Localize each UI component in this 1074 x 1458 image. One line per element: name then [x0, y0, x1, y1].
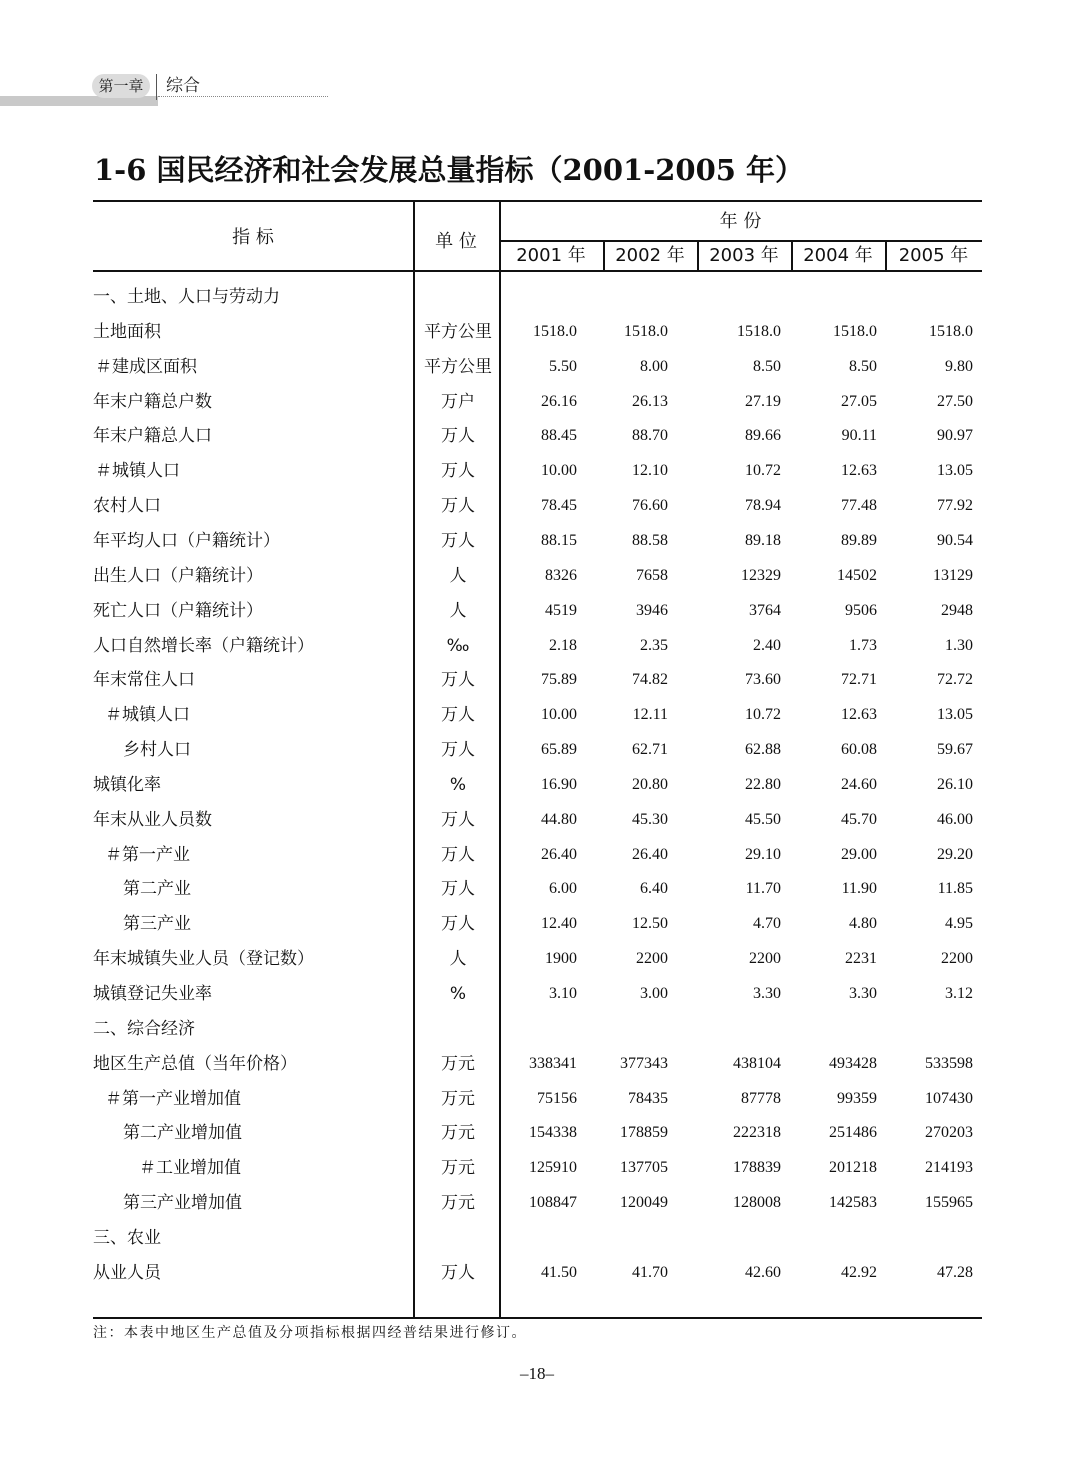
row-value-cell: 222318 [733, 1124, 781, 1142]
row-value-cell: 89.89 [841, 531, 877, 549]
row-indicator-name: 城镇登记失业率 [93, 984, 212, 1004]
row-indicator-name: 出生人口（户籍统计） [93, 565, 263, 586]
row-unit: 万元 [441, 1193, 475, 1214]
row-unit: 万元 [441, 1088, 475, 1109]
row-indicator-name: 第三产业增加值 [123, 1193, 242, 1214]
row-value-cell: 26.16 [541, 392, 577, 410]
row-value-cell: 10.72 [745, 706, 781, 724]
row-value-cell: 12.11 [632, 706, 668, 724]
row-value-cell: 13.05 [937, 706, 973, 724]
row-value-cell: 8.00 [640, 357, 668, 375]
row-value-cell: 178859 [620, 1124, 668, 1142]
row-value-cell: 7658 [636, 566, 668, 584]
row-value-cell: 12.50 [632, 915, 668, 933]
row-value-cell: 45.70 [841, 810, 877, 828]
row-value-cell: 338341 [529, 1054, 577, 1072]
row-value-cell: 12.63 [841, 706, 877, 724]
row-value-cell: 41.50 [541, 1263, 577, 1281]
table-row [93, 803, 982, 837]
row-unit: 人 [449, 949, 467, 970]
table-row [93, 524, 982, 558]
indicator-table [93, 200, 982, 1319]
table-row [93, 350, 982, 384]
row-unit: % [449, 984, 467, 1004]
row-unit: 万人 [441, 530, 475, 551]
row-value-cell: 120049 [620, 1194, 668, 1212]
row-indicator-name: ＃第一产业 [105, 844, 190, 865]
row-value-cell: 3.30 [753, 985, 781, 1002]
row-value-cell: 9506 [845, 601, 877, 619]
row-unit: 万人 [441, 426, 475, 447]
table-row [93, 1151, 982, 1185]
row-value-cell: 45.50 [745, 810, 781, 828]
section-label: 综合 [166, 76, 200, 96]
indicator-column-header: 指 标 [232, 227, 274, 248]
row-value-cell: 3.10 [549, 985, 577, 1002]
table-row [93, 733, 982, 767]
row-value-cell: 62.88 [745, 741, 781, 759]
row-value-cell: 438104 [733, 1054, 781, 1072]
row-value-cell: 29.10 [745, 845, 781, 863]
year-group-header: 年 份 [719, 211, 762, 232]
row-indicator-name: 人口自然增长率（户籍统计） [93, 635, 314, 656]
table-row [93, 977, 982, 1011]
row-value-cell: 74.82 [632, 671, 668, 689]
row-value-cell: 12.40 [541, 915, 577, 933]
row-value-cell: 60.08 [841, 741, 877, 759]
year-column-header: 2003 年 [709, 245, 779, 266]
row-unit: 万人 [441, 844, 475, 865]
row-unit: 万人 [441, 914, 475, 935]
table-row [93, 1082, 982, 1116]
row-value-cell: 4519 [545, 601, 577, 619]
row-indicator-name: 年末户籍总户数 [93, 391, 212, 412]
row-value-cell: 90.97 [937, 427, 973, 445]
row-unit: 万人 [441, 670, 475, 691]
table-row [93, 1047, 982, 1081]
row-value-cell: 76.60 [632, 497, 668, 515]
row-indicator-name: 地区生产总值（当年价格） [93, 1053, 297, 1074]
row-unit: 万人 [441, 705, 475, 726]
row-value-cell: 62.71 [632, 741, 668, 759]
row-value-cell: 11.85 [937, 880, 973, 898]
row-indicator-name: 年末户籍总人口 [93, 426, 212, 447]
year-column-header: 2005 年 [898, 245, 969, 266]
row-indicator-name: ＃城镇人口 [105, 705, 190, 726]
row-value-cell: 4.95 [945, 915, 973, 933]
row-unit: 万人 [441, 496, 475, 517]
row-value-cell: 12.10 [632, 462, 668, 480]
row-value-cell: 13129 [933, 566, 973, 584]
table-row [93, 629, 982, 663]
table-row [93, 942, 982, 976]
row-value-cell: 73.60 [745, 671, 781, 689]
table-row [93, 454, 982, 488]
row-value-cell: 26.10 [937, 775, 973, 793]
row-value-cell: 90.11 [841, 427, 877, 445]
row-value-cell: 14502 [837, 566, 877, 584]
row-unit: 人 [449, 600, 467, 621]
table-row [93, 1012, 982, 1046]
unit-column-header: 单 位 [435, 231, 477, 252]
table-row [93, 1221, 982, 1255]
row-value-cell: 9.80 [945, 357, 973, 375]
row-value-cell: 125910 [529, 1159, 577, 1177]
table-row [93, 1256, 982, 1290]
row-value-cell: 26.13 [632, 392, 668, 410]
row-value-cell: 10.00 [541, 706, 577, 724]
row-value-cell: 12.63 [841, 462, 877, 480]
row-indicator-name: 第三产业 [123, 914, 191, 935]
row-value-cell: 4.70 [753, 915, 781, 933]
row-value-cell: 4.80 [849, 915, 877, 933]
row-indicator-name: 年末城镇失业人员（登记数） [93, 949, 314, 970]
row-value-cell: 6.40 [640, 880, 668, 898]
row-value-cell: 154338 [529, 1124, 577, 1142]
row-unit: 平方公里 [424, 356, 492, 377]
row-value-cell: 107430 [925, 1089, 973, 1107]
row-value-cell: 137705 [620, 1159, 668, 1177]
table-row [93, 594, 982, 628]
row-unit: 万人 [441, 740, 475, 761]
row-value-cell: 59.67 [937, 741, 973, 759]
row-value-cell: 251486 [829, 1124, 877, 1142]
row-value-cell: 377343 [620, 1054, 668, 1072]
row-indicator-name: 一、土地、人口与劳动力 [93, 287, 280, 307]
row-value-cell: 270203 [925, 1124, 973, 1142]
row-value-cell: 3.30 [849, 985, 877, 1002]
row-value-cell: 90.54 [937, 531, 973, 549]
row-unit: 万户 [441, 391, 475, 412]
row-value-cell: 1518.0 [737, 322, 781, 340]
row-unit: % [449, 774, 467, 795]
row-value-cell: 3.12 [945, 985, 973, 1002]
page-number: –18– [520, 1364, 554, 1383]
table-row [93, 559, 982, 593]
row-value-cell: 47.28 [937, 1263, 973, 1281]
year-column-header: 2001 年 [516, 245, 586, 266]
row-value-cell: 1518.0 [624, 322, 668, 340]
row-value-cell: 29.00 [841, 845, 877, 863]
row-value-cell: 27.05 [841, 392, 877, 410]
row-value-cell: 29.20 [937, 845, 973, 863]
row-value-cell: 46.00 [937, 810, 973, 828]
row-value-cell: 88.58 [632, 531, 668, 549]
header-dotted-rule [158, 96, 328, 97]
table-footnote: 注：本表中地区生产总值及分项指标根据四经普结果进行修订。 [93, 1325, 527, 1341]
row-indicator-name: 土地面积 [93, 321, 161, 342]
row-unit: 万人 [441, 461, 475, 482]
row-value-cell: 10.72 [745, 462, 781, 480]
row-indicator-name: 从业人员 [93, 1262, 161, 1283]
table-row [93, 385, 982, 419]
year-column-header: 2004 年 [803, 245, 873, 266]
row-value-cell: 214193 [925, 1159, 973, 1177]
row-value-cell: 2200 [749, 950, 781, 968]
row-value-cell: 16.90 [541, 775, 577, 793]
table-row [93, 419, 982, 453]
table-row [93, 280, 982, 314]
row-value-cell: 27.19 [745, 392, 781, 410]
table-row [93, 838, 982, 872]
row-value-cell: 72.72 [937, 671, 973, 689]
row-value-cell: 1.73 [849, 636, 877, 654]
row-value-cell: 22.80 [745, 775, 781, 793]
row-value-cell: 8326 [545, 566, 577, 584]
row-value-cell: 533598 [925, 1054, 973, 1072]
row-value-cell: 88.15 [541, 531, 577, 549]
row-value-cell: 155965 [925, 1194, 973, 1212]
row-value-cell: 3946 [636, 601, 668, 619]
row-value-cell: 44.80 [541, 810, 577, 828]
row-value-cell: 13.05 [937, 462, 973, 480]
row-value-cell: 26.40 [541, 845, 577, 863]
table-row [93, 1186, 982, 1220]
row-value-cell: 128008 [733, 1194, 781, 1212]
row-indicator-name: 农村人口 [93, 496, 161, 517]
row-value-cell: 6.00 [549, 880, 577, 898]
row-indicator-name: ＃建成区面积 [95, 356, 197, 377]
row-value-cell: 99359 [837, 1089, 877, 1107]
row-value-cell: 10.00 [541, 462, 577, 480]
table-row [93, 489, 982, 523]
row-indicator-name: 乡村人口 [123, 740, 191, 761]
table-row [93, 1116, 982, 1150]
row-value-cell: 26.40 [632, 845, 668, 863]
row-value-cell: 2948 [941, 601, 973, 619]
row-value-cell: 24.60 [841, 775, 877, 793]
row-indicator-name: 第二产业 [123, 879, 191, 900]
row-indicator-name: ＃第一产业增加值 [105, 1088, 241, 1109]
row-value-cell: 42.92 [841, 1263, 877, 1281]
row-indicator-name: 年平均人口（户籍统计） [93, 530, 280, 551]
row-unit: 万元 [441, 1158, 475, 1179]
table-row [93, 315, 982, 349]
row-value-cell: 77.48 [841, 497, 877, 515]
row-value-cell: 89.18 [745, 531, 781, 549]
row-indicator-name: 年末常住人口 [93, 670, 195, 691]
row-value-cell: 1900 [545, 950, 577, 968]
row-value-cell: 2.18 [549, 636, 577, 654]
row-value-cell: 27.50 [937, 392, 973, 410]
row-value-cell: 75.89 [541, 671, 577, 689]
table-row [93, 907, 982, 941]
row-value-cell: 12329 [741, 566, 781, 584]
row-value-cell: 178839 [733, 1159, 781, 1177]
row-value-cell: 72.71 [841, 671, 877, 689]
row-value-cell: 201218 [829, 1159, 877, 1177]
row-indicator-name: ＃城镇人口 [95, 461, 180, 482]
row-value-cell: 8.50 [753, 357, 781, 375]
row-value-cell: 65.89 [541, 741, 577, 759]
row-value-cell: 88.45 [541, 427, 577, 445]
row-value-cell: 87778 [741, 1089, 781, 1107]
row-unit: 万人 [441, 1262, 475, 1283]
row-value-cell: 3764 [749, 601, 781, 619]
row-indicator-name: 年末从业人员数 [93, 809, 212, 830]
row-value-cell: 2.40 [753, 636, 781, 654]
row-value-cell: 2.35 [640, 636, 668, 654]
chapter-badge: 第一章 [92, 74, 150, 98]
row-value-cell: 42.60 [745, 1263, 781, 1281]
row-value-cell: 142583 [829, 1194, 877, 1212]
row-unit: ‰ [446, 635, 470, 656]
row-value-cell: 1518.0 [533, 322, 577, 340]
row-value-cell: 1.30 [945, 636, 973, 654]
row-value-cell: 20.80 [632, 775, 668, 793]
row-value-cell: 8.50 [849, 357, 877, 375]
header-separator [156, 74, 157, 100]
table-row [93, 768, 982, 802]
row-indicator-name: 三、农业 [93, 1227, 161, 1248]
row-indicator-name: 死亡人口（户籍统计） [93, 600, 263, 621]
row-value-cell: 493428 [829, 1054, 877, 1072]
row-value-cell: 108847 [529, 1194, 577, 1212]
row-value-cell: 11.90 [841, 880, 877, 898]
row-unit: 平方公里 [424, 321, 492, 342]
row-value-cell: 88.70 [632, 427, 668, 445]
row-value-cell: 11.70 [745, 880, 781, 898]
row-value-cell: 78.94 [745, 497, 781, 515]
table-row [93, 663, 982, 697]
row-unit: 万人 [441, 879, 475, 900]
row-value-cell: 77.92 [937, 497, 973, 515]
row-value-cell: 78435 [628, 1089, 668, 1107]
row-indicator-name: ＃工业增加值 [139, 1158, 241, 1179]
row-value-cell: 1518.0 [833, 322, 877, 340]
page-title: 1-6 国民经济和社会发展总量指标（2001-2005 年） [94, 153, 805, 187]
row-indicator-name: 城镇化率 [93, 774, 161, 795]
row-unit: 人 [449, 565, 467, 586]
row-unit: 万元 [441, 1123, 475, 1144]
row-value-cell: 2200 [636, 950, 668, 968]
row-value-cell: 78.45 [541, 497, 577, 515]
row-value-cell: 75156 [537, 1089, 577, 1107]
row-value-cell: 1518.0 [929, 322, 973, 340]
row-unit: 万元 [441, 1053, 475, 1074]
table-row [93, 698, 982, 732]
row-value-cell: 41.70 [632, 1263, 668, 1281]
row-value-cell: 2231 [845, 950, 877, 968]
row-unit: 万人 [441, 809, 475, 830]
row-value-cell: 45.30 [632, 810, 668, 828]
row-indicator-name: 二、综合经济 [93, 1018, 195, 1039]
row-value-cell: 2200 [941, 950, 973, 968]
row-indicator-name: 第二产业增加值 [123, 1123, 242, 1144]
row-value-cell: 5.50 [549, 357, 577, 375]
row-value-cell: 3.00 [640, 985, 668, 1002]
year-column-header: 2002 年 [615, 245, 685, 266]
table-row [93, 872, 982, 906]
row-value-cell: 89.66 [745, 427, 781, 445]
